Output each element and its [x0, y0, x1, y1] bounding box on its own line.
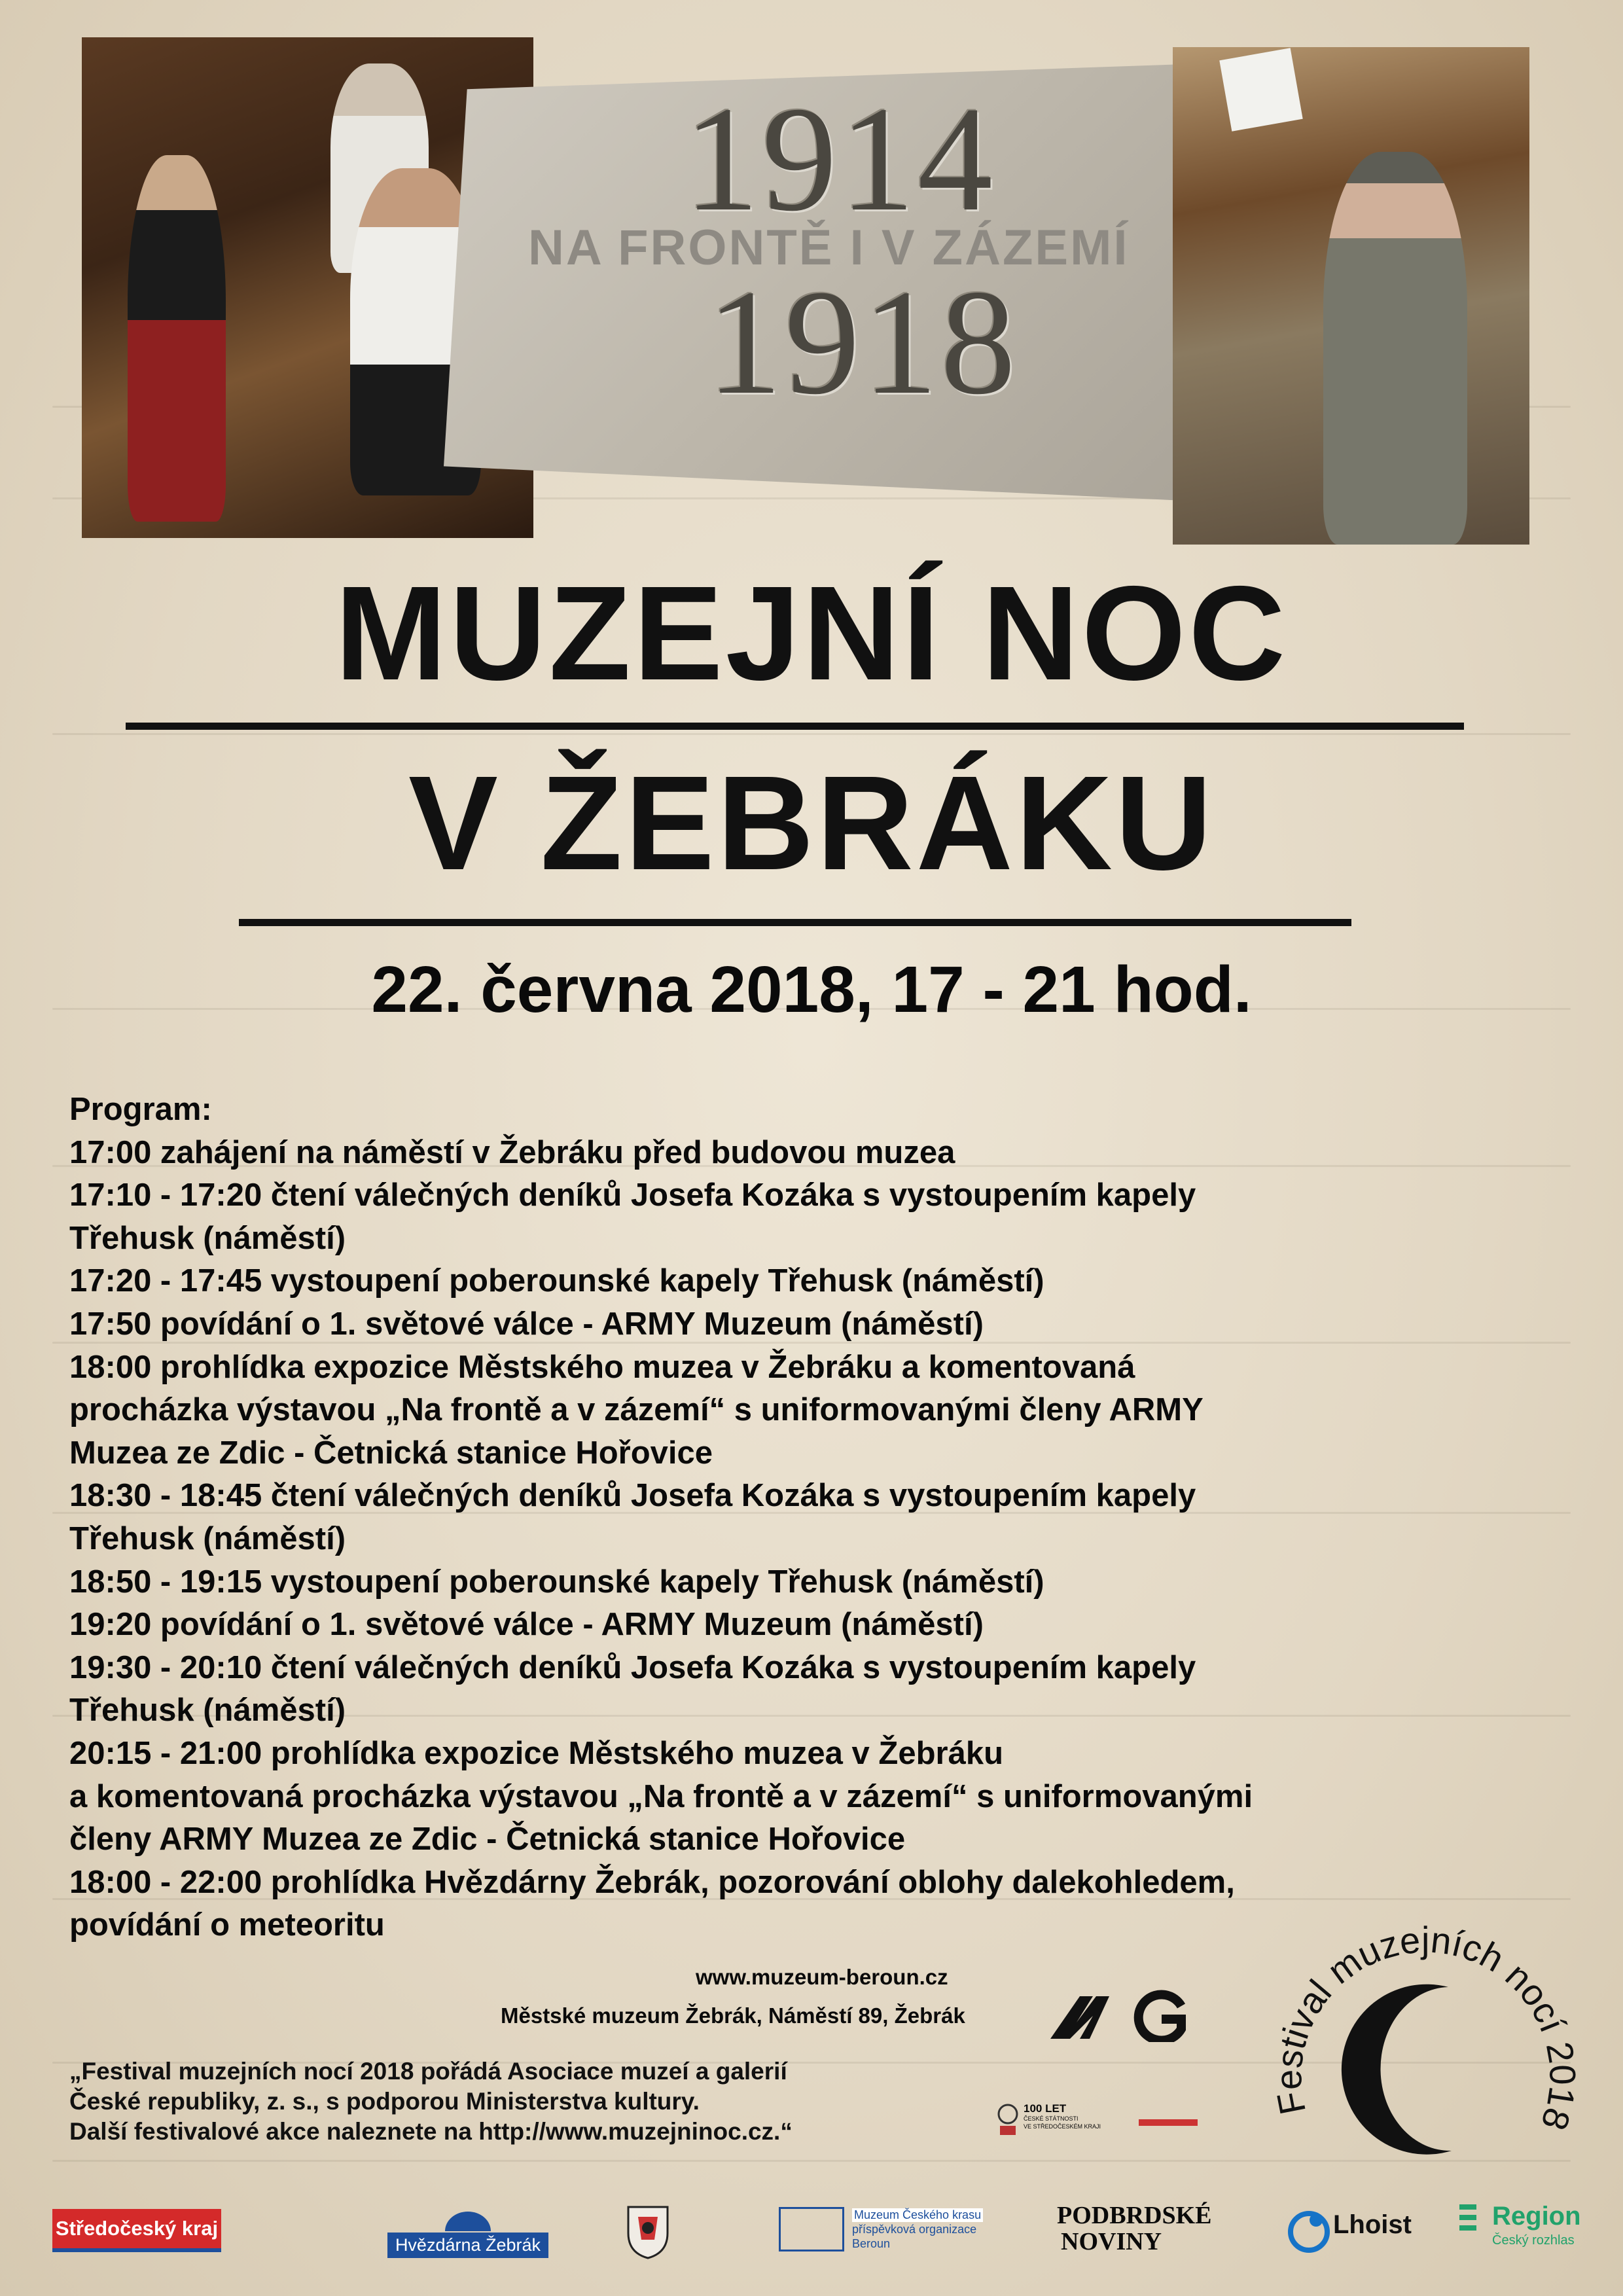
amg-logo: [1050, 1990, 1198, 2042]
program-heading: Program:: [69, 1092, 212, 1127]
title-rule-top: [126, 723, 1464, 730]
stone-year-top: 1914: [684, 75, 995, 242]
program-line: Třehusk (náměstí): [69, 1520, 346, 1556]
title-line-1: MUZEJNÍ NOC: [334, 558, 1289, 708]
stone-subtitle: NA FRONTĚ I V ZÁZEMÍ: [528, 220, 1130, 276]
logo-100-let: 100 LET ČESKÉ STÁTNOSTI VE STŘEDOČESKÉM KRAJI: [995, 2101, 1204, 2140]
logo-muzeum-ceskeho-krasu: Muzeum Českého krasu příspěvková organizace Beroun: [779, 2207, 1001, 2251]
program-line: Třehusk (náměstí): [69, 1693, 346, 1729]
program-line: 17:00 zahájení na náměstí v Žebráku před budovou muzea: [69, 1134, 955, 1170]
logo-region-cesky-rozhlas: Region Český rozhlas: [1459, 2200, 1597, 2253]
festival-note: [69, 2056, 793, 2147]
festival-badge-text: Festival muzejních nocí 2018: [1268, 1918, 1584, 2136]
note-line-2: České republiky, z. s., s podporou Ministerstva kultury.: [69, 2088, 700, 2115]
program: [69, 1088, 1594, 1947]
stone-year-bottom: 1918: [707, 259, 1018, 425]
program-line: 18:50 - 19:15 vystoupení poberounské kapely Třehusk (náměstí): [69, 1564, 1044, 1600]
title-rule-bottom: [239, 919, 1351, 926]
logo-hvezdarna-zebrak: Hvězdárna Žebrák: [370, 2202, 566, 2261]
note-line-3: Další festivalové akce naleznete na http://www.muzejninoc.cz.“: [69, 2118, 793, 2145]
program-line: 17:20 - 17:45 vystoupení poberounské kapely Třehusk (náměstí): [69, 1263, 1044, 1299]
program-line: 19:20 povídání o 1. světové válce - ARMY Muzeum (náměstí): [69, 1607, 984, 1643]
festival-badge: [1255, 1895, 1596, 2236]
crescent-moon-icon: [1342, 1984, 1452, 2155]
note-line-1: „Festival muzejních nocí 2018 pořádá Asociace muzeí a galerií: [69, 2058, 787, 2085]
program-line: Třehusk (náměstí): [69, 1220, 346, 1256]
program-line: povídání o meteoritu: [69, 1907, 385, 1943]
program-line: procházka výstavou „Na frontě a v zázemí“ s uniformovanými členy ARMY: [69, 1392, 1204, 1428]
program-line: a komentovaná procházka výstavou „Na frontě a v zázemí“ s uniformovanými: [69, 1778, 1253, 1814]
logo-podbrdske-noviny: PODBRDSKÉ NOVINY: [1057, 2202, 1212, 2255]
program-line: 19:30 - 20:10 čtení válečných deníků Josefa Kozáka s vystoupením kapely: [69, 1649, 1196, 1685]
program-line: členy ARMY Muzea ze Zdic - Četnická stanice Hořovice: [69, 1821, 906, 1857]
program-line: Muzea ze Zdic - Četnická stanice Hořovice: [69, 1435, 713, 1471]
logo-lhoist: Lhoist: [1286, 2207, 1430, 2253]
program-line: 18:00 - 22:00 prohlídka Hvězdárny Žebrák, pozorování oblohy dalekohledem,: [69, 1864, 1235, 1900]
program-line: 18:00 prohlídka expozice Městského muzea v Žebráku a komentovaná: [69, 1349, 1135, 1385]
observatory-icon: [438, 2206, 497, 2233]
program-line: 17:10 - 17:20 čtení válečných deníků Josefa Kozáka s vystoupením kapely: [69, 1177, 1196, 1213]
rozhlas-mark-icon: [1459, 2204, 1479, 2232]
event-date: 22. června 2018, 17 - 21 hod.: [371, 953, 1252, 1026]
lhoist-swirl-icon: [1286, 2207, 1332, 2253]
museum-building-icon: [779, 2207, 844, 2251]
photo-soldier-reading: [1173, 47, 1529, 545]
program-line: 17:50 povídání o 1. světové válce - ARMY Muzeum (náměstí): [69, 1306, 984, 1342]
title-line-2: V ŽEBRÁKU: [408, 748, 1215, 898]
program-line: 20:15 - 21:00 prohlídka expozice Městského muzea v Žebráku: [69, 1735, 1004, 1771]
svg-text:Festival muzejních nocí 2018: [1268, 1919, 1583, 2136]
website-link[interactable]: www.muzeum-beroun.cz: [696, 1965, 948, 1989]
program-line: 18:30 - 18:45 čtení válečných deníků Josefa Kozáka s vystoupením kapely: [69, 1478, 1196, 1514]
museum-address: Městské muzeum Žebrák, Náměstí 89, Žebrák: [501, 2003, 965, 2028]
zebrak-coat-of-arms-icon: [625, 2200, 671, 2259]
logo-stredocesky-kraj: Středočeský kraj: [52, 2209, 221, 2252]
